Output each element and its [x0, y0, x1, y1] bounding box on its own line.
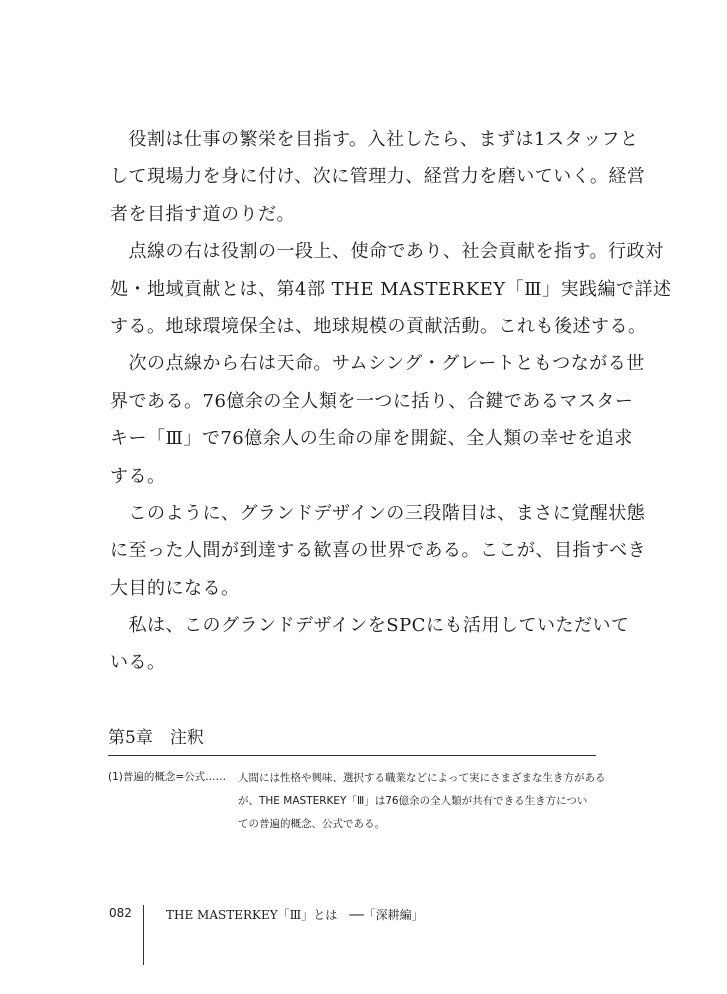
- footnote-line: ての普遍的概念、公式である。: [238, 818, 385, 830]
- body-line: して現場力を身に付け、次に管理力、経営力を磨いていく。経営: [110, 166, 646, 188]
- footnote-label: (1)普遍的概念=公式……: [108, 771, 227, 783]
- body-line: 点線の右は役割の一段上、使命であり、社会貢献を指す。行政対: [110, 241, 664, 263]
- body-line: 次の点線から右は天命。サムシング・グレートともつながる世: [110, 353, 645, 375]
- notes-heading: 第5章 注釈: [108, 723, 596, 756]
- page-number: 082: [109, 906, 132, 920]
- body-line: 役割は仕事の繁栄を目指す。入社したら、まずは1スタッフと: [110, 129, 639, 150]
- footnote-text: [238, 769, 606, 838]
- footnote-line: が、THE MASTERKEY「Ⅲ」は76億余の全人類が共有できる生き方につい: [238, 795, 588, 807]
- body-line: に至った人間が到達する歓喜の世界である。ここが、目指すべき: [110, 540, 647, 562]
- body-line: このように、グランドデザインの三段階目は、まさに覚醒状態: [110, 502, 646, 524]
- body-line: 私は、このグランドデザインをSPCにも活用していただいて: [110, 615, 630, 637]
- body-line: する。地球環境保全は、地球規模の貢献活動。これも後述する。: [110, 315, 647, 337]
- body-line: 界である。76億余の全人類を一つに括り、合鍵であるマスター: [110, 390, 634, 412]
- footnote-line: 人間には性格や興味、選択する職業などによって実にさまざまな生き方がある: [238, 772, 606, 784]
- running-head: THE MASTERKEY「Ⅲ」とは ──「深耕編」: [166, 908, 424, 922]
- body-line: 処・地域貢献とは、第4部 THE MASTERKEY「Ⅲ」実践編で詳述: [110, 278, 672, 300]
- body-line: キー「Ⅲ」で76億余人の生命の扉を開錠、全人類の幸せを追求: [110, 428, 633, 450]
- body-line: 者を目指す道のりだ。: [110, 203, 295, 225]
- body-line: いる。: [110, 652, 166, 674]
- body-text: [110, 121, 672, 682]
- footer-divider: [143, 905, 144, 965]
- body-line: する。: [110, 465, 166, 487]
- body-line: 大目的になる。: [110, 577, 240, 599]
